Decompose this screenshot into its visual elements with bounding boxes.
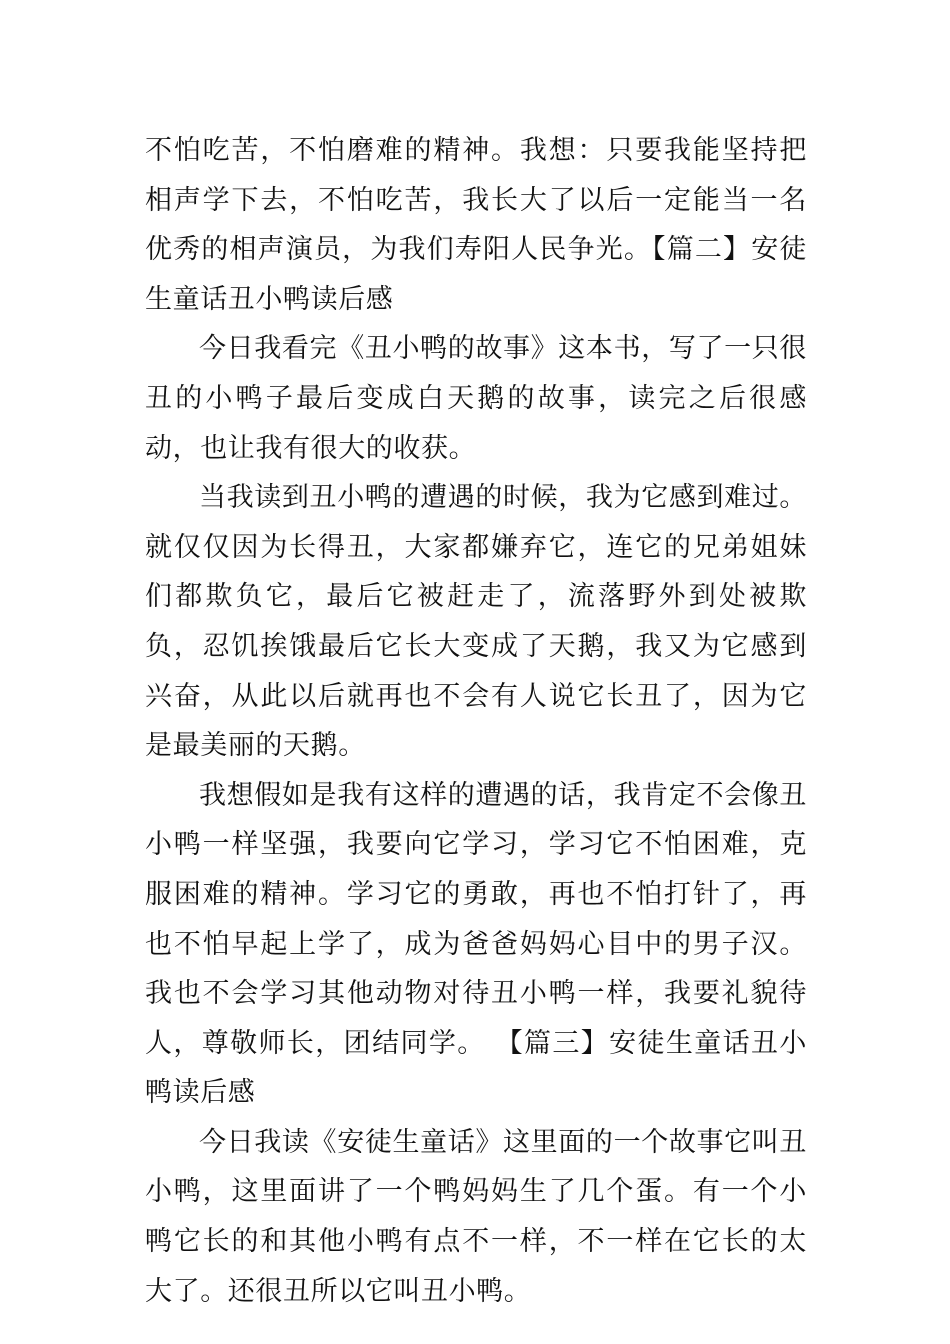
paragraph-2: 今日我看完《丑小鸭的故事》这本书，写了一只很丑的小鸭子最后变成白天鹅的故事，读完之后很感动，也让我有很大的收获。 <box>145 333 807 464</box>
paragraph-4: 我想假如是我有这样的遭遇的话，我肯定不会像丑小鸭一样坚强，我要向它学习，学习它不怕困难，克服困难的精神。学习它的勇敢，再也不怕打针了，再也不怕早起上学了，成为爸爸妈妈心目中的男子汉。我也不会学习其他动物对待丑小鸭一样，我要礼貌待人，尊敬师长，团结同学。 【篇三】安徒生童话丑小鸭读后感 <box>145 779 807 1109</box>
paragraph-1: 不怕吃苦，不怕磨难的精神。我想：只要我能坚持把相声学下去，不怕吃苦，我长大了以后一定能当一名优秀的相声演员，为我们寿阳人民争光。【篇二】安徒生童话丑小鸭读后感 <box>145 135 807 315</box>
paragraph-5: 今日我读《安徒生童话》这里面的一个故事它叫丑小鸭，这里面讲了一个鸭妈妈生了几个蛋。有一个小鸭它长的和其他小鸭有点不一样，不一样在它长的太大了。还很丑所以它叫丑小鸭。 <box>145 1126 807 1307</box>
document-body <box>145 126 807 1316</box>
paragraph-3: 当我读到丑小鸭的遭遇的时候，我为它感到难过。就仅仅因为长得丑，大家都嫌弃它，连它的兄弟姐妹们都欺负它，最后它被赶走了，流落野外到处被欺负，忍饥挨饿最后它长大变成了天鹅，我又为它感到兴奋，从此以后就再也不会有人说它长丑了，因为它是最美丽的天鹅。 <box>145 482 807 762</box>
